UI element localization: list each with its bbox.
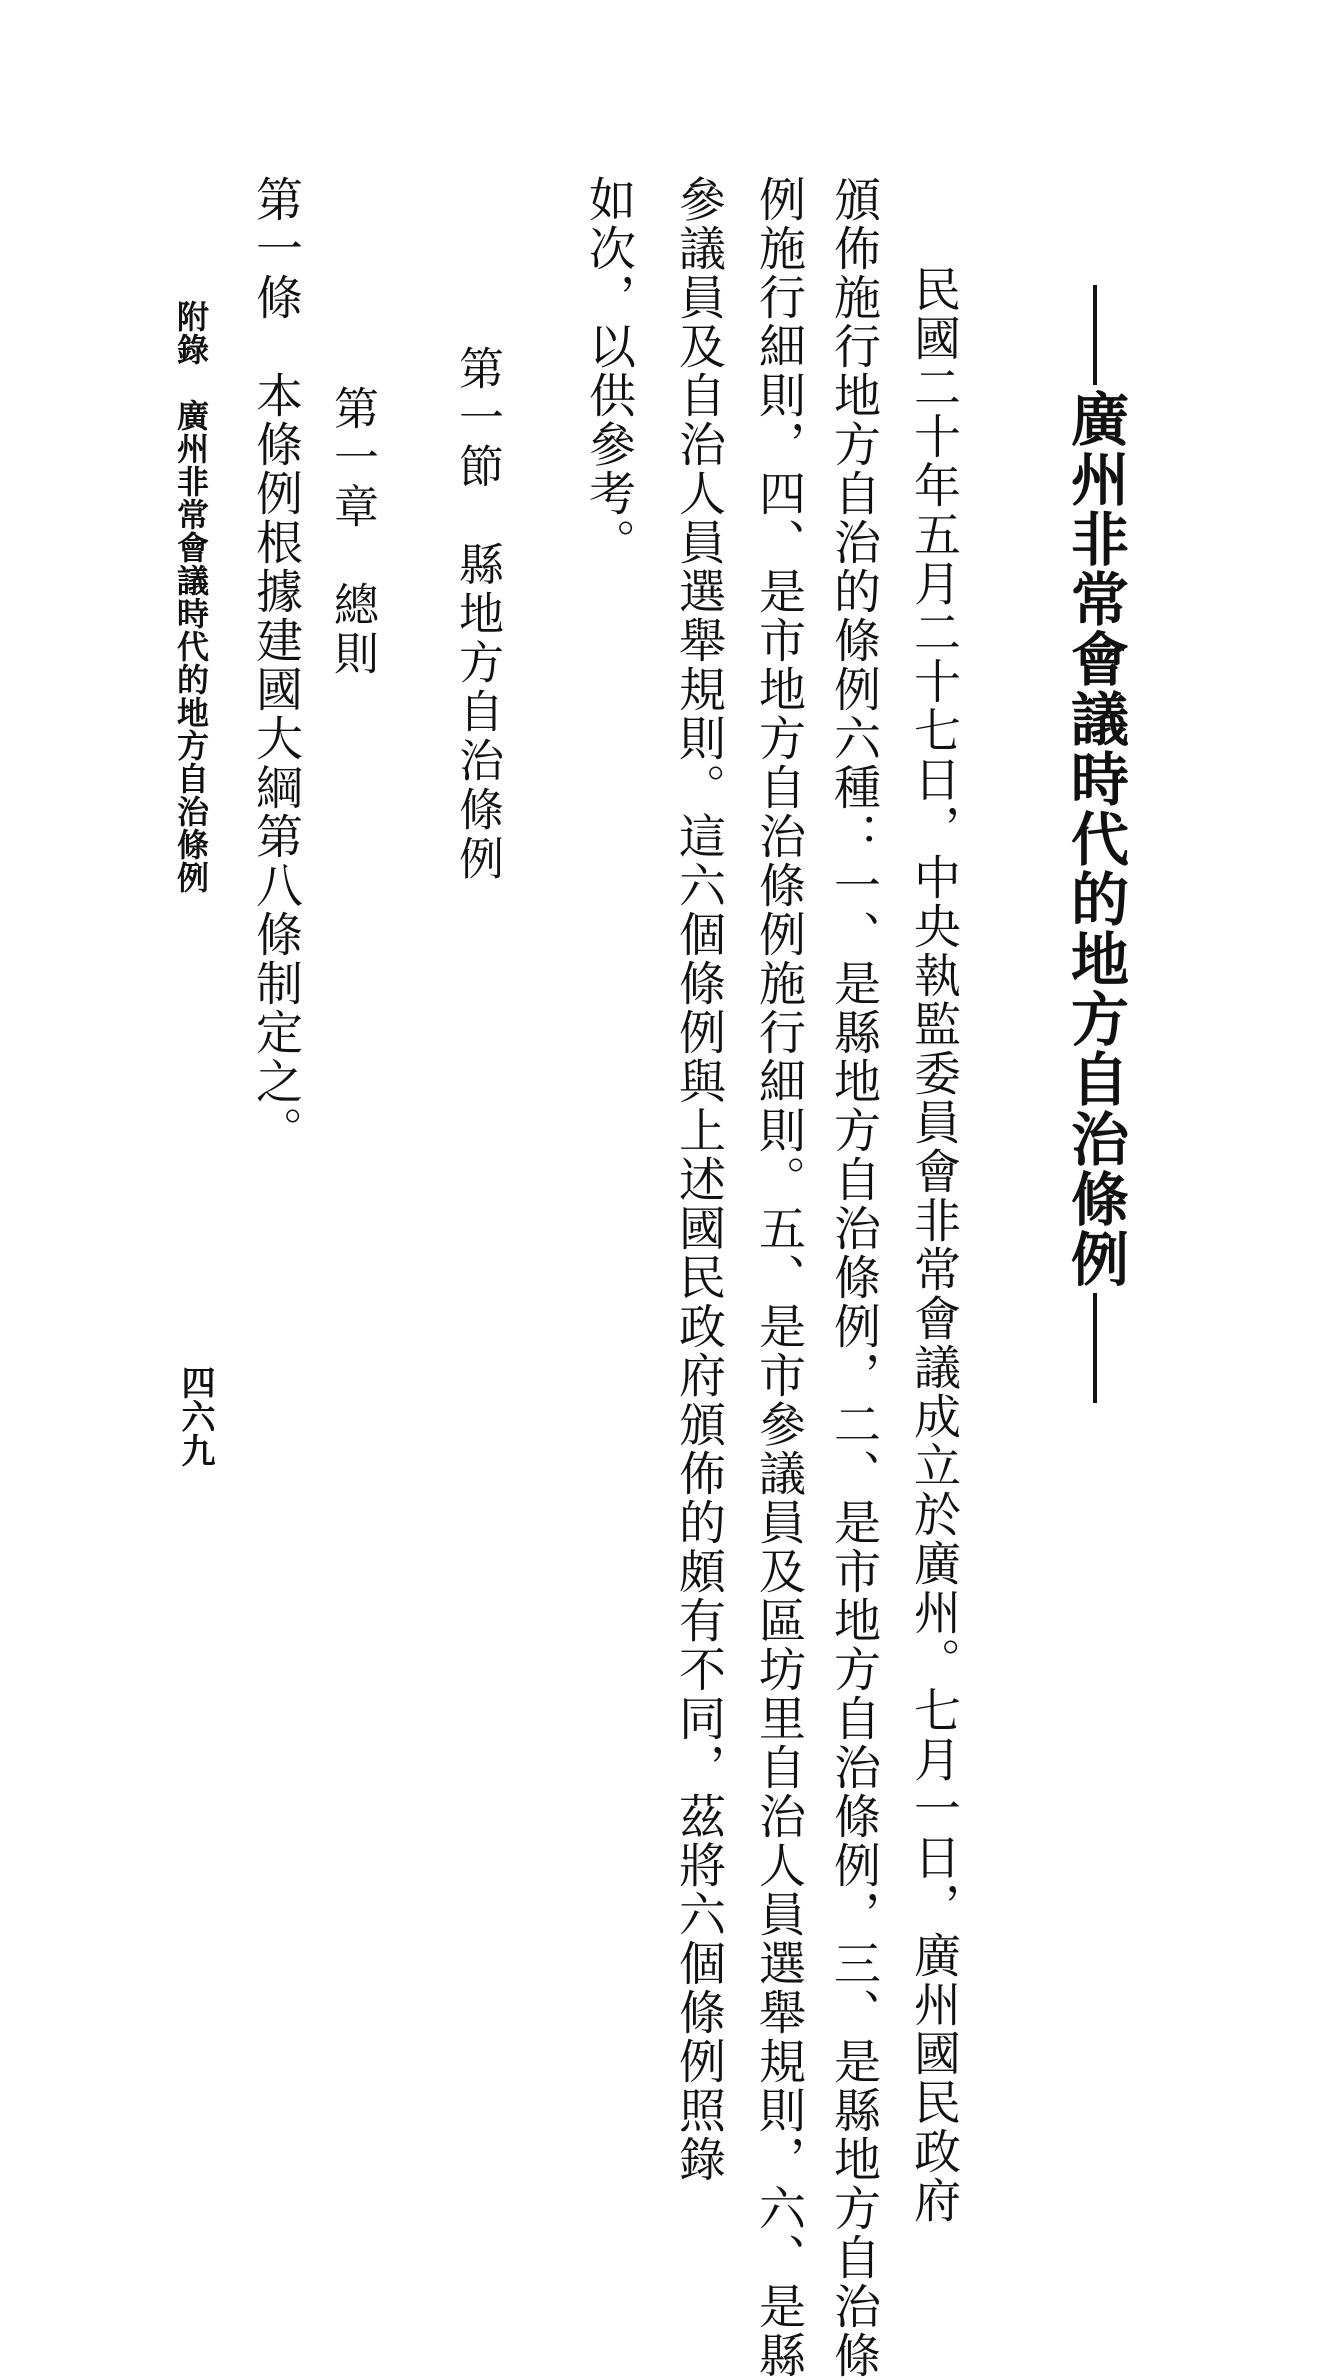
intro-column-4: 參議員及自治人員選舉規則。這六個條例與上述國民政府頒佈的頗有不同，茲將六個條例照錄 [671, 175, 726, 2184]
chapter-heading: 第一章 總則 [326, 385, 379, 679]
intro-column-2: 頒佈施行地方自治的條例六種：一、是縣地方自治條例，二、是市地方自治條例，三、是縣地方自治條 [826, 175, 881, 2380]
intro-column-5: 如次，以供參考。 [581, 175, 636, 567]
title-dash-top [1093, 285, 1097, 385]
article-1: 第一條 本條例根據建國大綱第八條制定之。 [248, 175, 303, 1155]
intro-column-1: 民國二十年五月二十七日，中央執監委員會非常會議成立於廣州。七月一日，廣州國民政府 [906, 265, 961, 2225]
section-heading: 第一節 縣地方自治條例 [451, 345, 504, 884]
intro-column-3: 例施行細則，四、是市地方自治條例施行細則。五、是市參議員及區坊里自治人員選舉規則，六、是縣 [751, 175, 806, 2380]
page-title: 廣州非常會議時代的地方自治條例 [1061, 389, 1129, 1289]
title-dash-bottom [1093, 1293, 1097, 1403]
page-number: 四六九 [175, 1365, 215, 1467]
title-block [1060, 285, 1130, 1755]
running-footer: 附錄 廣州非常會議時代的地方自治條例 [172, 300, 210, 894]
